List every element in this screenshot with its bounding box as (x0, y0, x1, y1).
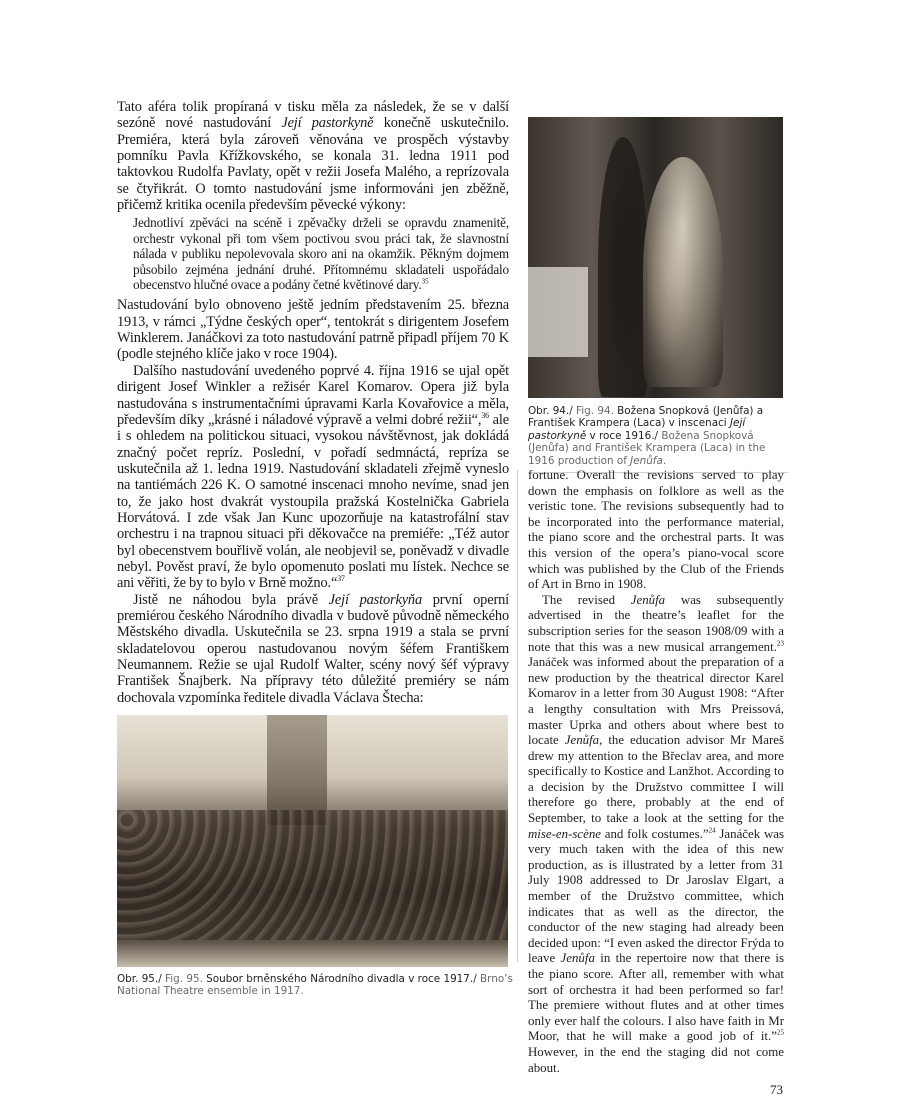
paragraph (528, 468, 784, 593)
fig94-caption-cz: Božena Snopková (Jenůfa) a František Krampera (Laca) v inscenaci (528, 405, 764, 430)
text-run: Jednotliví zpěváci na scéně i zpěvačky drželi se opravdu znamenitě, orchestr vykonal při tom všem poctivou svou práci tak, že slavnostní nálada v publiku nepolevovala skoro ani na okamžik. Pěkným dojmem působilo zejména jednání druhé. Přítomnému skladateli uspořádalo obecenstvo hlučné ovace a podány četné květinové dary. (133, 215, 509, 293)
paragraph (117, 363, 509, 592)
figure-94-caption (528, 405, 788, 473)
italic-title: Její pastorkyně (281, 115, 374, 132)
text-run: and folk costumes.” (601, 826, 709, 841)
footnote-ref: 24 (708, 826, 716, 835)
text-run: Dalšího nastudování uvedeného poprvé 4. října 1916 se ujal opět dirigent Josef Winkler a režisér Karel Komarov. Opera již byla nastudována s instrumentačními úpravami Karla Kovařovice a měla, především díky „krásné i náladové výpravě a velmi dobré režii“, (117, 362, 509, 428)
italic-title: Její pastorkyňa (328, 591, 423, 608)
czech-text-column (117, 99, 509, 706)
right-page-flow (528, 468, 784, 1098)
text-run: ale i s ohledem na politickou situaci, vysokou návštěvnost, jak dokládá značný počet repríz. Poslední, v pořadí sedmnáctá, repríza se uskutečnila až 1. ledna 1919. Nastudování skladateli zřejmě vyneslo na tantiémách 226 K. O samotné inscenaci mnoho nevíme, snad jen to, že jako host dvakrát vystoupila pražská Kostelnička Gabriela Horvátová. I zde však Jan Kunc upozorňuje na katastrofální stav orchestru i na trapnou situaci při děkovačce na premiéře: „Též autor byl obecenstvem bouřlivě volán, ale neobjevil se, poněvadž v divadle nebyl. Pověst praví, že bylo opomenuto poslati mu lístek. Nechce se ani věřiti, že by to bylo v Brně možno.“ (117, 411, 509, 592)
english-text-column (528, 468, 784, 1076)
fig95-caption-cz: Soubor brněnského Národního divadla v roce 1917./ (202, 973, 477, 986)
figure-man-silhouette (598, 137, 648, 397)
italic-title: Jenůfa (630, 592, 666, 607)
text-run: fortune. Overall the revisions served to play down the emphasis on folklore as well as the veristic tone. The revisions subsequently had to be incorporated into the performance material, the piano score and the orchestral parts. It was this version of the opera’s piano-vocal score which was published by the Club of the Friends of Art in Brno in 1908. (528, 468, 784, 592)
italic-title: Jenůfa (564, 733, 600, 748)
photo-snopkova-krampera (528, 117, 783, 398)
fig94-label-cz: Obr. 94./ (528, 405, 573, 417)
figure-woman-silhouette (643, 157, 723, 387)
text-run: was subsequently advertised in the theatre’s leaflet for the subscription series for the season 1908/09 with a note that this was a new musical arrangement. (528, 592, 784, 654)
fig94-caption-en: Božena Snopková (Jenůfa) and František Krampera (Laca) in the 1916 production of (528, 429, 766, 467)
fig94-caption-en-title: Jenůfa (630, 454, 663, 467)
fig94-label-en: Fig. 94. (572, 405, 614, 417)
text-run: Janáček was informed about the preparation of a new production by the theatrical director Karel Komarov in a letter from 30 August 1908: “After a lengthy consultation with Mrs Preissová, master Uprka and others about where best to locate (528, 655, 784, 748)
paragraph (117, 297, 509, 362)
table-cloth (528, 267, 588, 357)
text-run: Janáček was very much taken with the idea of this new production, as is illustrated by a letter from 31 July 1908 addressed to Dr Jaroslav Elgart, a member of the Družstvo committee, which indicates that as well as the director, the conductor of the new staging had already been decided upon: “I even asked the director Frýda to leave (528, 826, 784, 966)
text-run: in the repertoire now that there is the piano score. After all, remember with what sort of orchestra it had been performed so far! The premiere without flutes and at other times only ever half the colours. I also have faith in Mr Moor, that he will make a good job of it.” (528, 951, 784, 1044)
footnote-ref: 36 (481, 411, 489, 421)
paragraph (117, 99, 509, 213)
paragraph (117, 592, 509, 706)
fig94-caption-cz-end: v roce 1916./ (586, 429, 659, 442)
text-run: Jistě ne náhodou byla právě (133, 591, 329, 608)
block-quote (133, 215, 509, 292)
footnote-ref: 25 (776, 1029, 784, 1038)
italic-title: Jenůfa (560, 951, 595, 966)
footnote-ref: 35 (421, 277, 429, 286)
photo-brno-theatre-ensemble-1917 (117, 715, 508, 967)
text-run: Nastudování bylo obnoveno ještě jedním představením 25. března 1913, v rámci „Týdne českých oper“, tentokrát s dirigentem Josefem Winklerem. Janáčkovi za toto nastudování patrně připadl příjem 70 K (podle stejného klíče jako v roce 1904). (117, 297, 509, 363)
footnote-ref: 23 (776, 639, 784, 648)
footnote-ref: 37 (337, 574, 345, 584)
fig95-label-cz: Obr. 95./ (117, 973, 162, 986)
fig94-caption-cz-title: Její pastorkyně (528, 417, 746, 442)
italic-title: mise-en-scène (528, 826, 602, 841)
left-page-flow (117, 99, 513, 998)
fig95-label-en: Fig. 95. (161, 973, 203, 986)
text-run: Tato aféra tolik propíraná v tisku měla za následek, že se v další sezóně nové nastudování (117, 99, 509, 132)
figure-95-caption (117, 973, 517, 998)
paragraph (528, 593, 784, 1076)
text-run: první operní premiérou českého Národního divadla v budově původně německého Městského divadla. Uskutečnila se 23. srpna 1919 a stala se první skladatelovou operou nastudovanou novým šéfem Františkem Neumannem. Režie se ujal Rudolf Walter, scény nový šéf výpravy František Šnajberk. Na přípravy této důležité premiéry se nám dochovala vzpomínka ředitele divadla Václava Štecha: (117, 591, 509, 706)
text-run: konečně uskutečnilo. Premiéra, která byla zároveň věnována ve prospěch výstavby pomníku Pavla Křížkovského, se konala 31. ledna 1911 pod taktovkou Rudolfa Pavlaty, opět v režii Josefa Malého, a reprízovala se čtyřikrát. O tomto nastudování jsme informováni jen zběžně, přičemž kritika ocenila především pěvecké výkony: (117, 115, 509, 214)
column-divider (517, 470, 518, 962)
fig95-caption-en: Brno’s National Theatre ensemble in 1917. (117, 973, 513, 998)
fig94-caption-en-end: . (662, 454, 667, 467)
text-run: , the education advisor Mr Mareš drew my attention to the Břeclav area, and more specifically to Kostice and Lanžhot. According to a decision by the Družstvo committee I will therefore go there, probably at the end of September, to take a look at the setting for the (528, 733, 784, 826)
text-run: However, in the end the staging did not come about. (528, 1044, 784, 1075)
tree-silhouette (267, 715, 327, 825)
crowd-silhouette (117, 810, 508, 940)
text-run: The revised (542, 592, 631, 607)
page-number: 73 (770, 1082, 783, 1098)
